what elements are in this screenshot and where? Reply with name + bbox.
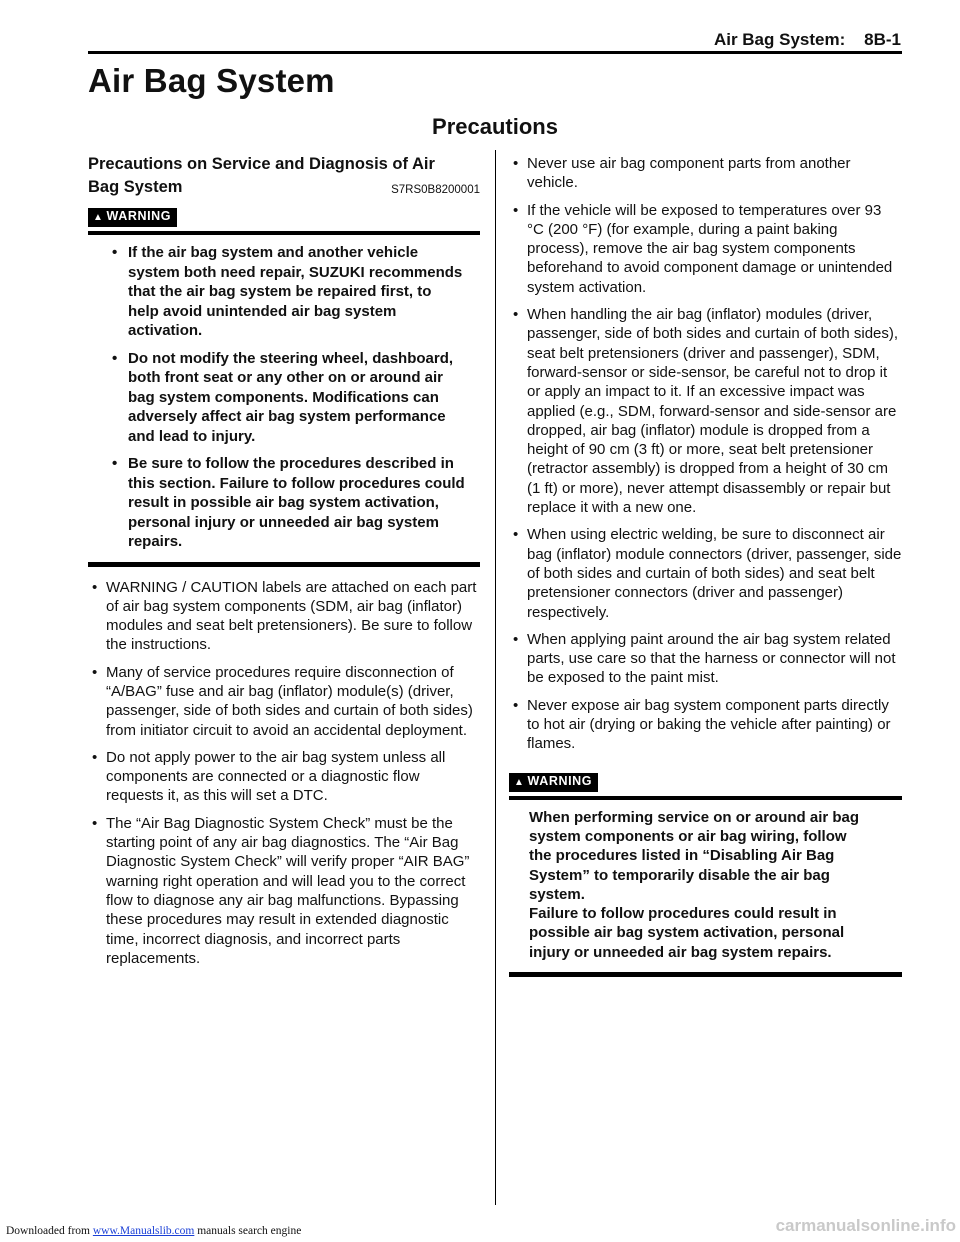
warning-triangle-icon: ▲ xyxy=(93,212,104,223)
list-item: • Never use air bag component parts from another vehicle. xyxy=(509,154,902,193)
warning-text: Failure to follow procedures could result in possible air bag system activation, personal injury or unneeded air bag system repairs. xyxy=(529,905,845,961)
document-title: Air Bag System xyxy=(88,62,335,99)
page-header: Air Bag System: 8B-1 xyxy=(713,30,901,49)
warning-box-1 xyxy=(88,207,480,567)
download-footer xyxy=(6,1225,301,1237)
footer-suffix: manuals search engine xyxy=(197,1225,302,1237)
subsection-title: Precautions on Service and Diagnosis of Air Bag System xyxy=(88,155,435,196)
warning-item: • Be sure to follow the procedures described in this section. Failure to follow procedures could result in possible air bag system activation, personal injury or unneeded air bag system repairs. xyxy=(106,454,466,552)
left-bullet-list xyxy=(88,578,480,969)
warning-text: When performing service on or around air bag system components or air bag wiring, follow the procedures listed in “Disabling Air Bag System” to temporarily disable the air bag system. xyxy=(529,808,860,903)
warning-body-1 xyxy=(88,235,480,562)
warning-label-text: WARNING xyxy=(527,773,593,788)
list-item: • When handling the air bag (inflator) modules (driver, passenger, side of both sides and curtain of both sides), seat belt pretensioners (driver and passenger), SDM, forward-sensor or side-sensor, be careful not to drop it or apply an impact to it. If an excessive impact was applied (e.g., SDM, forward-sensor and side-sensor are dropped, air bag (inflator) module is dropped from a height of 90 cm (3 ft) or more, seat belt pretensioner (retractor assembly) is dropped from a height of 30 cm (1 ft) or more), never attempt disassembly or repair but replace it with a new one. xyxy=(509,305,902,517)
reference-code: S7RS0B8200001 xyxy=(391,184,480,196)
warning-label xyxy=(509,773,598,792)
warning-item: • Do not modify the steering wheel, dashboard, both front seat or any other on or around air bag system components. Modifications can adversely affect air bag system performance and lead to injury. xyxy=(106,349,466,447)
watermark: carmanualsonline.info xyxy=(775,1216,956,1235)
column-divider xyxy=(495,150,496,1205)
left-column xyxy=(88,153,480,976)
list-item: • WARNING / CAUTION labels are attached on each part of air bag system components (SDM, air bag (inflator) modules and seat belt pretensioners). Be sure to follow the instructions. xyxy=(88,578,480,655)
list-item: • When applying paint around the air bag system related parts, use care so that the harness or connector will not be exposed to the paint mist. xyxy=(509,630,902,688)
warning-body-2 xyxy=(509,800,902,972)
section-title: Precautions xyxy=(432,114,558,139)
list-item: • Many of service procedures require disconnection of “A/BAG” fuse and air bag (inflator) module(s) (driver, passenger, side of both sides and curtain of both sides) from initiator circuit to avoid an accidental deployment. xyxy=(88,663,480,740)
warning-box-2 xyxy=(509,772,902,977)
manualslib-link[interactable]: www.Manualslib.com xyxy=(92,1225,195,1237)
warning-label-text: WARNING xyxy=(106,209,172,223)
footer-prefix: Downloaded from xyxy=(6,1225,90,1237)
header-rule xyxy=(88,51,902,54)
list-item: • The “Air Bag Diagnostic System Check” must be the starting point of any air bag diagnostics. The “Air Bag Diagnostic System Check” will verify proper “AIR BAG” warning right operation and will lead you to the correct flow to diagnose any air bag malfunctions. Bypassing these procedures may result in extended diagnostic time, incorrect diagnosis, and incorrect parts replacements. xyxy=(88,814,480,968)
warning-rule-bottom xyxy=(88,562,480,567)
warning-triangle-icon: ▲ xyxy=(514,776,525,788)
list-item: • If the vehicle will be exposed to temperatures over 93 °C (200 °F) (for example, during a paint baking process), remove the air bag system components beforehand to avoid component damage or unintended system activation. xyxy=(509,201,902,297)
warning-label xyxy=(88,208,177,227)
list-item: • Do not apply power to the air bag system unless all components are connected or a diagnostic flow requests it, as this will set a DTC. xyxy=(88,748,480,806)
list-item: • Never expose air bag system component parts directly to hot air (drying or baking the vehicle after painting) or flames. xyxy=(509,696,902,754)
warning-rule-bottom xyxy=(509,972,902,977)
right-bullet-list xyxy=(509,154,902,754)
warning-item: • If the air bag system and another vehicle system both need repair, SUZUKI recommends that the air bag system be repaired first, to help avoid unintended air bag system activation. xyxy=(106,243,466,341)
right-column xyxy=(509,154,902,977)
list-item: • When using electric welding, be sure to disconnect air bag (inflator) module connectors (driver, passenger, side of both sides and curtain of both sides) and seat belt pretensioner connectors (driver and passenger) respectively. xyxy=(509,525,902,621)
